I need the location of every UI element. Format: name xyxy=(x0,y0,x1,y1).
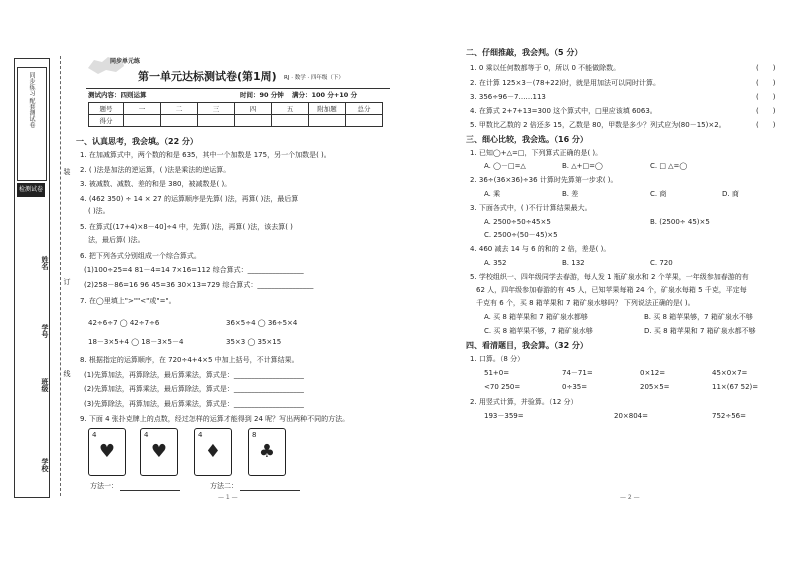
choice-5-option[interactable]: C. 买 8 箱苹果不够，7 箱矿泉水够 xyxy=(484,327,593,335)
oral-calc-item[interactable]: 205×5= xyxy=(640,383,670,391)
question-7: 7. 在◯里填上">""<"或"="。 xyxy=(80,297,176,305)
question-5-line2: 法，最后算( )法。 xyxy=(88,236,145,244)
question-3: 3. 被减数、减数、差的和是 380，被减数是( )。 xyxy=(80,180,232,188)
card-rank: 8 xyxy=(252,431,257,439)
question-1: 1. 在加减算式中，两个数的和是 635，其中一个加数是 175，另一个加数是( )。 xyxy=(80,151,331,159)
score-input-cell[interactable] xyxy=(346,115,383,127)
score-cell: 附加题 xyxy=(309,103,346,115)
mark-xian: 线 xyxy=(63,370,71,377)
vertical-calc-item[interactable]: 20×804= xyxy=(614,412,648,420)
question-8-part2: (2)先算加法，再算乘法，最后算除法，算式是：____________________ xyxy=(84,385,304,393)
score-table-header-row xyxy=(89,103,383,115)
choice-1-option[interactable]: A. ◯－□=△ xyxy=(484,162,526,170)
label-school: 学校 xyxy=(41,458,49,472)
method-2-label: 方法二： xyxy=(210,482,238,490)
question-6-part1: (1)100÷25=4 81－4=14 7×16=112 综合算式：________________ xyxy=(84,266,304,274)
score-input-cell[interactable] xyxy=(309,115,346,127)
choice-5-option[interactable]: A. 买 8 箱苹果和 7 箱矿泉水都够 xyxy=(484,313,588,321)
judge-5: 5. 甲数比乙数的 2 倍还多 15，乙数是 80，甲数是多少？列式应为(80－15)×2。 xyxy=(470,121,726,129)
question-8: 8. 根据指定的运算顺序，在 720÷4+4×5 中加上括号，不计算结果。 xyxy=(80,356,299,364)
heart-icon: ♥ xyxy=(150,441,168,462)
method-1-label: 方法一： xyxy=(90,482,118,490)
vertical-calc-item[interactable]: 193－359= xyxy=(484,412,524,420)
score-cell: 三 xyxy=(198,103,235,115)
question-4-line2: ( )法。 xyxy=(88,207,110,215)
choice-4-option[interactable]: C. 720 xyxy=(650,259,673,267)
heart-icon: ♥ xyxy=(98,441,116,462)
playing-card xyxy=(248,428,286,476)
question-6: 6. 把下列各式分别组成一个综合算式。 xyxy=(80,252,201,260)
choice-2-option[interactable]: A. 乘 xyxy=(484,190,501,198)
judge-2-bracket[interactable]: ( ) xyxy=(756,79,776,87)
choice-2-option[interactable]: B. 差 xyxy=(562,190,579,198)
choice-1-option[interactable]: C. □ △=◯ xyxy=(650,162,688,170)
choice-3-option[interactable]: A. 2500÷50÷45×5 xyxy=(484,218,551,226)
playing-card xyxy=(140,428,178,476)
oral-calc-item[interactable]: 45×0×7= xyxy=(712,369,748,377)
question-5-line1: 5. 在算式[(17+4)×8－40]÷4 中，先算( )法，再算( )法，该去算( ) xyxy=(80,223,293,231)
test-content: 测试内容：四则运算 xyxy=(88,91,147,99)
score-cell: 五 xyxy=(272,103,309,115)
question-2: 2. ( )法是加法的逆运算，( )法是乘法的逆运算。 xyxy=(80,166,231,174)
section-4-heading: 四、看清题目，我会算。（32 分） xyxy=(466,341,588,350)
label-name: 姓名 xyxy=(41,256,49,270)
test-time: 时间：90 分钟 xyxy=(240,91,284,99)
page-number-right: — 2 — xyxy=(620,494,640,501)
vertical-calc-item[interactable]: 752÷56= xyxy=(712,412,746,420)
choice-5-line3: 千克有 6 个，买 8 箱苹果和 7 箱矿泉水够吗？ 下列说法正确的是( )。 xyxy=(476,299,695,307)
series-badge xyxy=(17,67,47,181)
question-7-item: 18－3×5+4 ◯ 18－3×5－4 xyxy=(88,338,184,346)
judge-1-bracket[interactable]: ( ) xyxy=(756,64,776,72)
score-input-cell[interactable] xyxy=(235,115,272,127)
card-rank: 4 xyxy=(144,431,149,439)
oral-calc-item[interactable]: 51+0= xyxy=(484,369,510,377)
choice-4-option[interactable]: B. 132 xyxy=(562,259,585,267)
binding-sidebar xyxy=(14,58,50,498)
oral-calc-item[interactable]: 11×(67 52)= xyxy=(712,383,759,391)
oral-calc-item[interactable]: 0×12= xyxy=(640,369,666,377)
page-number-left: — 1 — xyxy=(218,494,238,501)
choice-3: 3. 下面各式中，( )不行计算结果最大。 xyxy=(470,204,592,212)
test-score: 满分：100 分+10 分 xyxy=(292,91,358,99)
score-input-cell[interactable] xyxy=(124,115,161,127)
question-8-part1: (1)先算加法，再算除法，最后算乘法，算式是：____________________ xyxy=(84,371,304,379)
series-badge-text: 同步练习 配套测试卷 xyxy=(28,72,35,128)
judge-3-bracket[interactable]: ( ) xyxy=(756,93,776,101)
score-table-score-row xyxy=(89,115,383,127)
question-4-line1: 4. (462 350) ÷ 14 × 27 的运算顺序是先算( )法，再算( )法，最后算 xyxy=(80,195,299,203)
choice-4-option[interactable]: A. 352 xyxy=(484,259,507,267)
question-6-part2: (2)258－86=16 96 45=36 30×13=729 综合算式：________________ xyxy=(84,281,314,289)
question-9: 9. 下面 4 张扑克牌上的点数，经过怎样的运算才能得到 24 呢？写出两种不同的方法。 xyxy=(80,415,350,423)
card-rank: 4 xyxy=(198,431,203,439)
choice-5-option[interactable]: B. 买 8 箱苹果够，7 箱矿泉水不够 xyxy=(644,313,753,321)
choice-2: 2. 36÷(36×36)÷36 计算时先算第一步求( )。 xyxy=(470,176,618,184)
oral-calc-item[interactable]: <70 250= xyxy=(484,383,521,391)
header-rule xyxy=(86,88,390,89)
score-cell: 二 xyxy=(161,103,198,115)
judge-3: 3. 356÷96－7……113 xyxy=(470,93,546,101)
choice-5-line1: 5. 学校组织一、四年级同学去春游，每人发 1 瓶矿泉水和 2 个苹果，一年级参加春游的有 xyxy=(470,273,749,281)
choice-2-option[interactable]: D. 商 xyxy=(722,190,739,198)
score-cell: 总分 xyxy=(346,103,383,115)
score-cell: 题号 xyxy=(89,103,124,115)
page-title: 第一单元达标测试卷(第1周) xyxy=(138,70,277,83)
oral-calc-item[interactable]: 0÷35= xyxy=(562,383,588,391)
method-1-answer-line[interactable] xyxy=(120,490,180,491)
playing-card xyxy=(88,428,126,476)
score-input-cell[interactable] xyxy=(272,115,309,127)
score-table xyxy=(88,102,383,127)
judge-5-bracket[interactable]: ( ) xyxy=(756,121,776,129)
score-cell: 一 xyxy=(124,103,161,115)
judge-4: 4. 在算式 2+7+13=300 这个算式中，□里应该填 6063。 xyxy=(470,107,657,115)
calc-2: 2. 用竖式计算，并验算。（12 分） xyxy=(470,398,578,406)
judge-4-bracket[interactable]: ( ) xyxy=(756,107,776,115)
score-cell: 四 xyxy=(235,103,272,115)
logo-text: 同步单元练 xyxy=(110,58,141,65)
section-1-heading: 一、认真思考，我会填。（22 分） xyxy=(76,137,198,146)
choice-3-option[interactable]: C. 2500÷(50－45)×5 xyxy=(484,231,558,239)
choice-5-line2: 62 人，四年级参加春游的有 45 人，已知苹果每箱 24 个，矿泉水每箱 5 千克，平定每 xyxy=(476,286,747,294)
oral-calc-item[interactable]: 74－71= xyxy=(562,369,593,377)
choice-1-option[interactable]: B. △+□=◯ xyxy=(562,162,603,170)
choice-2-option[interactable]: C. 商 xyxy=(650,190,667,198)
question-8-part3: (3)先算除法，再算加法，最后算乘法，算式是：____________________ xyxy=(84,400,304,408)
judge-1: 1. 0 乘以任何数都等于 0，所以 0 不能做除数。 xyxy=(470,64,621,72)
label-class: 班级 xyxy=(41,378,49,392)
calc-1: 1. 口算。（8 分） xyxy=(470,355,525,363)
score-input-cell[interactable] xyxy=(161,115,198,127)
score-input-cell[interactable] xyxy=(198,115,235,127)
choice-1: 1. 已知◯+△=□，下列算式正确的是( )。 xyxy=(470,149,603,157)
mark-zhuang: 装 xyxy=(63,168,71,175)
choice-5-option[interactable]: D. 买 8 箱苹果和 7 箱矿泉水都不够 xyxy=(644,327,756,335)
choice-3-option[interactable]: B. (2500÷ 45)×5 xyxy=(650,218,710,226)
score-cell: 得分 xyxy=(89,115,124,127)
choice-4: 4. 460 减去 14 与 6 的和的 2 倍，差是( )。 xyxy=(470,245,611,253)
test-badge: 检测试卷 xyxy=(17,183,45,197)
playing-card xyxy=(194,428,232,476)
grade-tag: RJ · 数学 · 四年级（下） xyxy=(284,75,344,81)
binding-line xyxy=(60,56,61,496)
question-7-item: 35×3 ◯ 35×15 xyxy=(226,338,282,346)
diamond-icon: ♦ xyxy=(204,441,222,462)
section-3-heading: 三、细心比较，我会选。（16 分） xyxy=(466,135,588,144)
club-icon: ♣ xyxy=(258,441,276,462)
mark-ding: 订 xyxy=(63,278,71,285)
card-rank: 4 xyxy=(92,431,97,439)
method-2-answer-line[interactable] xyxy=(240,490,300,491)
section-2-heading: 二、仔细推敲，我会判。（5 分） xyxy=(466,48,583,57)
judge-2: 2. 在计算 125×3－(78+22)时，就是用加法可以同时计算。 xyxy=(470,79,660,87)
question-7-item: 36×5÷4 ◯ 36÷5×4 xyxy=(226,319,298,327)
label-student-id: 学号 xyxy=(41,324,49,338)
question-7-item: 42÷6÷7 ◯ 42÷7÷6 xyxy=(88,319,160,327)
